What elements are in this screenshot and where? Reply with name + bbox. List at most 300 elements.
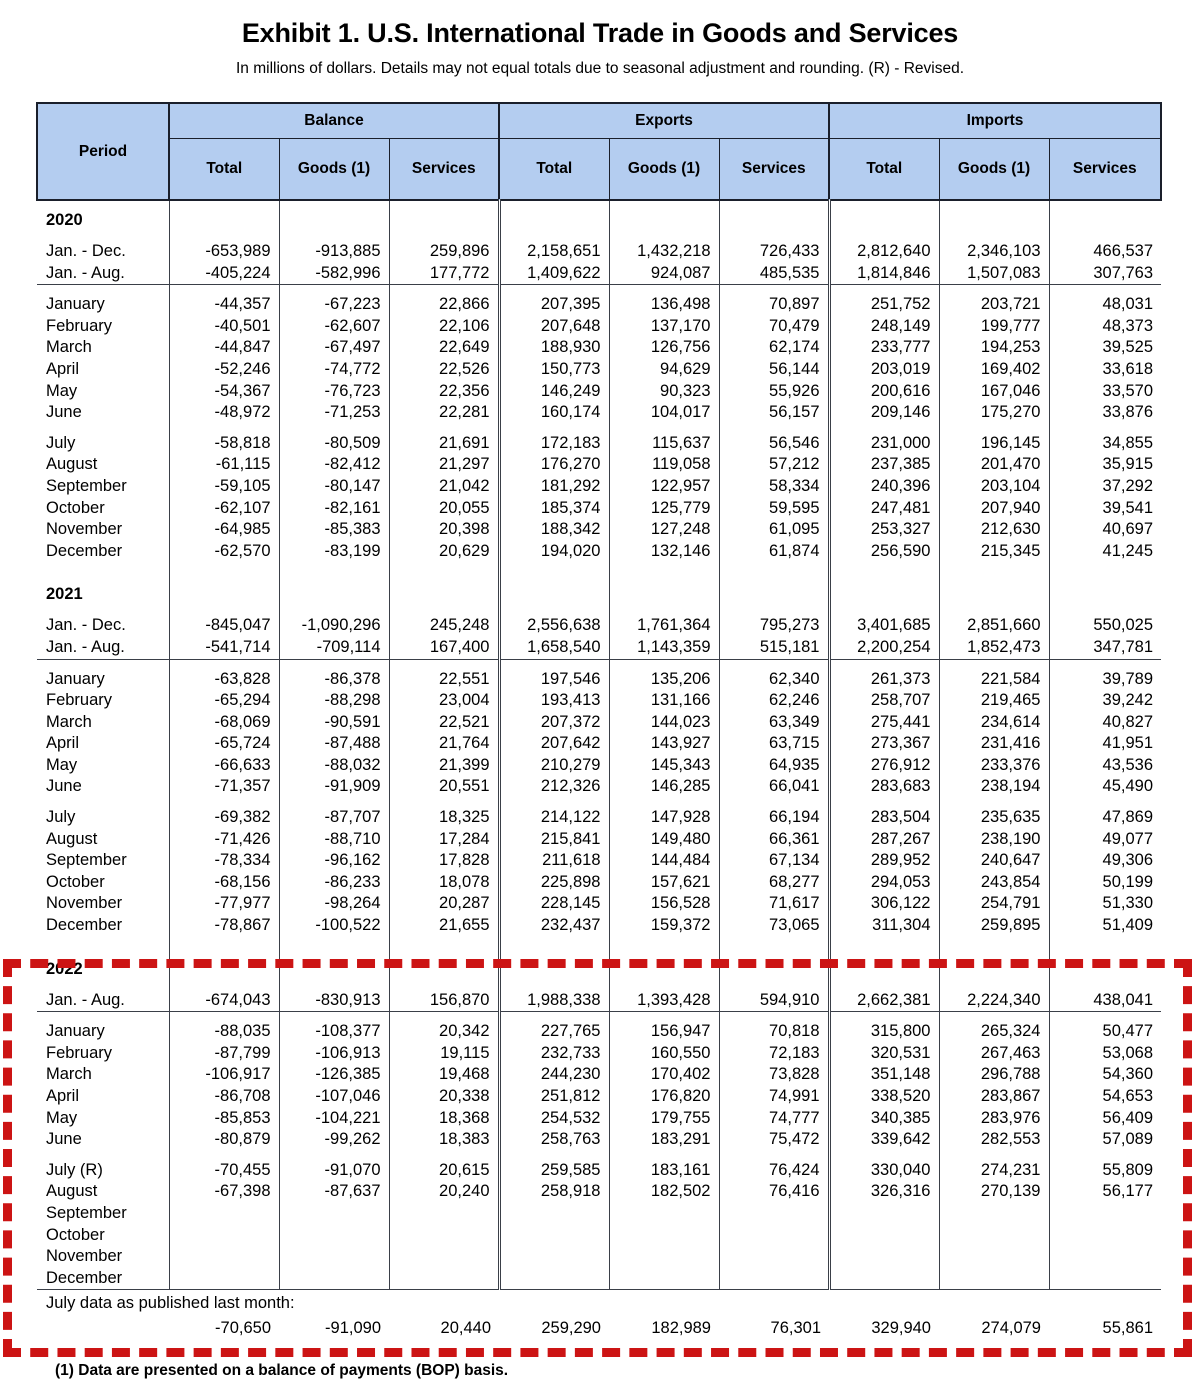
month-row [37, 316, 1161, 338]
spacer-cell [1049, 424, 1161, 433]
row-value-cell: 234,614 [939, 712, 1049, 734]
row-value-cell: 62,340 [719, 669, 829, 691]
row-value-cell: 326,316 [829, 1181, 939, 1203]
year-label: 2020 [37, 200, 169, 241]
row-value-cell: -104,221 [279, 1108, 389, 1130]
page-subtitle: In millions of dollars. Details may not equal totals due to seasonal adjustment and rounding. (R) - Revised. [235, 60, 964, 78]
row-value-cell: 258,763 [499, 1129, 609, 1151]
spacer-cell [829, 424, 939, 433]
row-value-cell: 40,697 [1102, 520, 1154, 539]
table-body [37, 200, 1161, 1340]
row-value-cell: -87,707 [279, 807, 389, 829]
spacer-after-annual [37, 1012, 1161, 1022]
row-period-label: September [37, 1203, 169, 1225]
month-row [37, 1043, 1161, 1065]
row-value-cell [389, 575, 499, 615]
spacer-mid-months [37, 424, 1161, 433]
row-value-cell: -845,047 [169, 615, 279, 637]
spacer-cell [169, 285, 279, 295]
row-value-cell: 156,528 [609, 893, 719, 915]
row-value-cell: 207,940 [939, 498, 1049, 520]
row-value-cell: 55,926 [719, 381, 829, 403]
row-value-cell [279, 200, 389, 241]
row-value-cell: 273,367 [829, 733, 939, 755]
spacer-cell [609, 285, 719, 295]
row-period-label: December [37, 915, 169, 937]
row-period-label: July [37, 433, 169, 455]
row-value-cell: 594,910 [719, 990, 829, 1012]
row-value-cell: 156,870 [389, 990, 499, 1012]
row-value-cell [1049, 1246, 1161, 1268]
spacer-after-annual [37, 285, 1161, 295]
row-value-cell: 39,541 [1102, 498, 1154, 517]
row-value-cell: 183,291 [609, 1129, 719, 1151]
row-value-cell: 58,334 [719, 476, 829, 498]
row-value-cell: 1,658,540 [499, 637, 609, 659]
row-value-cell: 232,437 [499, 915, 609, 937]
row-value-cell: 68,277 [719, 872, 829, 894]
month-row [37, 433, 1161, 455]
note-values-row [37, 1316, 1161, 1340]
row-value-cell: 2,851,660 [939, 615, 1049, 637]
row-value-cell: -96,162 [279, 850, 389, 872]
row-value-cell: -71,253 [279, 402, 389, 424]
row-value-cell: -68,156 [169, 872, 279, 894]
row-value-cell: 248,149 [829, 316, 939, 338]
row-period-label: October [37, 872, 169, 894]
month-row [37, 850, 1161, 872]
month-row [37, 454, 1161, 476]
row-value-cell [939, 950, 1049, 990]
row-value-cell [389, 1268, 499, 1290]
row-value-cell: 131,166 [609, 690, 719, 712]
row-value-cell: 90,323 [609, 381, 719, 403]
row-value-cell: 119,058 [609, 454, 719, 476]
row-value-cell: 2,812,640 [829, 241, 939, 263]
row-value-cell: 20,055 [389, 498, 499, 520]
row-value-cell: 203,019 [829, 359, 939, 381]
row-value-cell [829, 575, 939, 615]
row-value-cell: -86,378 [279, 669, 389, 691]
row-value-cell: -87,637 [279, 1181, 389, 1203]
header-exports-total: Total [499, 139, 609, 201]
row-value-cell [1049, 1203, 1161, 1225]
spacer-cell [719, 562, 829, 575]
year-label: 2022 [37, 950, 169, 990]
row-value-cell: 41,951 [1102, 734, 1154, 753]
row-value-cell [1049, 1268, 1161, 1290]
row-value-cell: 176,820 [609, 1086, 719, 1108]
row-value-cell: 63,349 [719, 712, 829, 734]
row-value-cell [169, 950, 279, 990]
row-value-cell: 212,630 [939, 519, 1049, 541]
row-value-cell: 21,297 [389, 454, 499, 476]
row-value-cell: 22,106 [389, 316, 499, 338]
row-value-cell: 33,876 [1102, 403, 1154, 422]
spacer-cell [499, 1151, 609, 1160]
month-row [37, 519, 1161, 541]
spacer-cell [609, 562, 719, 575]
trade-data-table [36, 102, 1162, 1340]
row-value-cell [499, 200, 609, 241]
row-value-cell: 57,089 [1102, 1130, 1154, 1149]
row-value-cell: -78,867 [169, 915, 279, 937]
row-period-label: November [37, 893, 169, 915]
row-value-cell: -99,262 [279, 1129, 389, 1151]
row-value-cell: 267,463 [939, 1043, 1049, 1065]
row-value-cell: -80,879 [169, 1129, 279, 1151]
row-value-cell: -106,913 [279, 1043, 389, 1065]
row-value-cell: 170,402 [609, 1064, 719, 1086]
row-value-cell: 74,777 [719, 1108, 829, 1130]
row-value-cell [389, 200, 499, 241]
note-value-cell: -70,650 [215, 1319, 271, 1338]
header-group-exports: Exports [499, 103, 829, 139]
row-value-cell: 48,031 [1102, 295, 1154, 314]
row-value-cell: 210,279 [499, 755, 609, 777]
row-value-cell: 237,385 [829, 454, 939, 476]
row-value-cell: 194,253 [939, 337, 1049, 359]
row-value-cell: 61,874 [719, 541, 829, 563]
row-period-label: August [37, 454, 169, 476]
row-value-cell: 276,912 [829, 755, 939, 777]
row-period-label: March [37, 337, 169, 359]
note-label-filler [1049, 1290, 1161, 1317]
row-value-cell: 18,325 [389, 807, 499, 829]
row-value-cell: -126,385 [279, 1064, 389, 1086]
header-balance-goods: Goods (1) [279, 139, 389, 201]
row-value-cell: 227,765 [499, 1021, 609, 1043]
row-value-cell [499, 1268, 609, 1290]
month-row [37, 498, 1161, 520]
row-value-cell: 282,553 [939, 1129, 1049, 1151]
row-value-cell: -91,070 [279, 1160, 389, 1182]
row-period-label: June [37, 402, 169, 424]
row-value-cell: 2,158,651 [499, 241, 609, 263]
row-period-label: Jan. - Aug. [37, 263, 169, 285]
row-value-cell [279, 1268, 389, 1290]
row-value-cell: 18,383 [389, 1129, 499, 1151]
row-value-cell: -54,367 [169, 381, 279, 403]
row-value-cell [1049, 575, 1161, 615]
row-value-cell: 1,761,364 [609, 615, 719, 637]
row-value-cell [829, 1203, 939, 1225]
row-period-label: April [37, 733, 169, 755]
row-value-cell: 2,346,103 [939, 241, 1049, 263]
row-period-label: March [37, 712, 169, 734]
spacer-cell [499, 659, 609, 669]
row-value-cell: 258,707 [829, 690, 939, 712]
row-value-cell: 17,828 [389, 850, 499, 872]
row-value-cell: -405,224 [169, 263, 279, 285]
row-value-cell: 20,342 [389, 1021, 499, 1043]
row-value-cell: 197,546 [499, 669, 609, 691]
month-row [37, 690, 1161, 712]
row-value-cell: 240,396 [829, 476, 939, 498]
row-value-cell: 137,170 [609, 316, 719, 338]
row-value-cell: 19,115 [389, 1043, 499, 1065]
row-value-cell: 104,017 [609, 402, 719, 424]
row-value-cell: 18,368 [389, 1108, 499, 1130]
row-value-cell: 20,338 [389, 1086, 499, 1108]
note-values-period [37, 1316, 169, 1340]
row-value-cell: 265,324 [939, 1021, 1049, 1043]
row-value-cell [939, 1246, 1049, 1268]
spacer-cell [389, 1151, 499, 1160]
month-row [37, 1268, 1161, 1290]
month-row [37, 1160, 1161, 1182]
row-value-cell: 194,020 [499, 541, 609, 563]
month-row [37, 712, 1161, 734]
row-period-label: April [37, 1086, 169, 1108]
row-value-cell [939, 1268, 1049, 1290]
row-value-cell [609, 1268, 719, 1290]
row-period-label: August [37, 1181, 169, 1203]
note-label-filler [719, 1290, 829, 1317]
row-value-cell: 75,472 [719, 1129, 829, 1151]
row-value-cell [389, 950, 499, 990]
row-value-cell: 2,556,638 [499, 615, 609, 637]
row-value-cell: 53,068 [1102, 1043, 1154, 1062]
row-period-label: May [37, 381, 169, 403]
row-value-cell: 73,065 [719, 915, 829, 937]
row-value-cell: 207,648 [499, 316, 609, 338]
note-label-filler [609, 1290, 719, 1317]
spacer-cell [1049, 659, 1161, 669]
row-value-cell: 23,004 [389, 690, 499, 712]
header-group-imports: Imports [829, 103, 1161, 139]
row-value-cell: 3,401,685 [829, 615, 939, 637]
month-row [37, 1086, 1161, 1108]
row-value-cell: 50,477 [1102, 1022, 1154, 1041]
spacer-cell [37, 659, 169, 669]
month-row [37, 733, 1161, 755]
row-value-cell: 126,756 [609, 337, 719, 359]
row-value-cell: 40,827 [1102, 712, 1154, 731]
row-value-cell: -88,298 [279, 690, 389, 712]
spacer-cell [279, 659, 389, 669]
row-period-label: April [37, 359, 169, 381]
row-value-cell: -61,115 [169, 454, 279, 476]
row-value-cell: -67,497 [279, 337, 389, 359]
row-value-cell: 146,285 [609, 776, 719, 798]
month-row [37, 1064, 1161, 1086]
row-value-cell: 47,869 [1102, 808, 1154, 827]
row-value-cell: 33,570 [1102, 381, 1154, 400]
note-value-cell: 329,940 [871, 1319, 931, 1338]
spacer-cell [279, 562, 389, 575]
row-value-cell: 283,504 [829, 807, 939, 829]
spacer-cell [939, 1151, 1049, 1160]
row-value-cell [609, 200, 719, 241]
row-value-cell: 283,976 [939, 1108, 1049, 1130]
spacer-cell [719, 285, 829, 295]
row-value-cell: 64,935 [719, 755, 829, 777]
row-value-cell: -85,853 [169, 1108, 279, 1130]
row-value-cell: -88,035 [169, 1021, 279, 1043]
row-value-cell [169, 1268, 279, 1290]
row-value-cell: 57,212 [719, 454, 829, 476]
row-value-cell [609, 1203, 719, 1225]
spacer-cell [389, 937, 499, 950]
spacer-cell [609, 798, 719, 807]
row-value-cell: -82,412 [279, 454, 389, 476]
row-value-cell: 94,629 [609, 359, 719, 381]
row-value-cell: -63,828 [169, 669, 279, 691]
row-value-cell: 466,537 [1093, 242, 1154, 260]
row-value-cell: -91,909 [279, 776, 389, 798]
row-value-cell: -913,885 [279, 241, 389, 263]
row-value-cell: 251,752 [829, 294, 939, 316]
row-value-cell [169, 200, 279, 241]
spacer-cell [939, 798, 1049, 807]
row-value-cell: 76,424 [719, 1160, 829, 1182]
row-value-cell: 43,536 [1102, 755, 1154, 774]
row-value-cell: 215,841 [499, 829, 609, 851]
row-value-cell: -830,913 [279, 990, 389, 1012]
row-period-label: December [37, 1268, 169, 1290]
table-header [37, 103, 1161, 200]
row-value-cell: -88,710 [279, 829, 389, 851]
row-value-cell [719, 950, 829, 990]
row-value-cell [609, 950, 719, 990]
row-value-cell: 185,374 [499, 498, 609, 520]
row-value-cell: 315,800 [829, 1021, 939, 1043]
row-value-cell: 66,194 [719, 807, 829, 829]
row-value-cell: 182,502 [609, 1181, 719, 1203]
table-footnote: (1) Data are presented on a balance of payments (BOP) basis. [55, 1362, 509, 1379]
row-value-cell: -44,357 [169, 294, 279, 316]
row-value-cell: 63,715 [719, 733, 829, 755]
row-value-cell: 256,590 [829, 541, 939, 563]
row-value-cell: -68,069 [169, 712, 279, 734]
spacer-mid-months [37, 1151, 1161, 1160]
row-value-cell: 261,373 [829, 669, 939, 691]
row-value-cell: 41,245 [1102, 541, 1154, 560]
note-label-filler [939, 1290, 1049, 1317]
row-value-cell: 51,409 [1102, 916, 1154, 935]
row-period-label: May [37, 1108, 169, 1130]
row-value-cell: -40,501 [169, 316, 279, 338]
row-value-cell [499, 1225, 609, 1247]
row-value-cell: 160,550 [609, 1043, 719, 1065]
row-value-cell [719, 1268, 829, 1290]
row-value-cell: 306,122 [829, 893, 939, 915]
spacer-cell [719, 798, 829, 807]
row-value-cell: 240,647 [939, 850, 1049, 872]
row-value-cell: -86,233 [279, 872, 389, 894]
row-value-cell: 311,304 [829, 915, 939, 937]
spacer-cell [939, 424, 1049, 433]
row-value-cell: 20,398 [389, 519, 499, 541]
row-period-label: January [37, 669, 169, 691]
row-value-cell: 238,190 [939, 829, 1049, 851]
row-value-cell: -106,917 [169, 1064, 279, 1086]
row-value-cell: 21,691 [389, 433, 499, 455]
spacer-cell [169, 798, 279, 807]
row-period-label: September [37, 476, 169, 498]
row-value-cell: 72,183 [719, 1043, 829, 1065]
row-value-cell: 51,330 [1102, 894, 1154, 913]
row-value-cell [279, 575, 389, 615]
row-value-cell: 59,595 [719, 498, 829, 520]
row-value-cell: 254,532 [499, 1108, 609, 1130]
row-value-cell: 351,148 [829, 1064, 939, 1086]
row-value-cell: -87,799 [169, 1043, 279, 1065]
row-value-cell [499, 1203, 609, 1225]
spacer-between-years [37, 937, 1161, 950]
row-period-label: November [37, 519, 169, 541]
spacer-cell [169, 562, 279, 575]
row-value-cell: 144,484 [609, 850, 719, 872]
row-value-cell [719, 575, 829, 615]
row-value-cell: 243,854 [939, 872, 1049, 894]
spacer-cell [1049, 798, 1161, 807]
row-value-cell [169, 1246, 279, 1268]
row-value-cell: 235,635 [939, 807, 1049, 829]
row-value-cell: -653,989 [169, 241, 279, 263]
row-value-cell: 22,649 [389, 337, 499, 359]
row-value-cell: 259,896 [389, 241, 499, 263]
note-label-row [37, 1290, 1161, 1317]
row-value-cell: 251,812 [499, 1086, 609, 1108]
year-label: 2021 [37, 575, 169, 615]
row-value-cell: 21,042 [389, 476, 499, 498]
row-value-cell [609, 575, 719, 615]
row-value-cell: 200,616 [829, 381, 939, 403]
row-value-cell: 167,400 [389, 637, 499, 659]
row-value-cell: 287,267 [829, 829, 939, 851]
row-value-cell: -107,046 [279, 1086, 389, 1108]
row-value-cell: 340,385 [829, 1108, 939, 1130]
row-value-cell: 61,095 [719, 519, 829, 541]
row-value-cell: 127,248 [609, 519, 719, 541]
row-value-cell: -709,114 [279, 637, 389, 659]
spacer-cell [609, 1151, 719, 1160]
row-value-cell: 149,480 [609, 829, 719, 851]
row-value-cell: 214,122 [499, 807, 609, 829]
row-value-cell: 307,763 [1049, 263, 1161, 285]
row-value-cell: 71,617 [719, 893, 829, 915]
spacer-cell [37, 1012, 169, 1022]
row-value-cell: 219,465 [939, 690, 1049, 712]
row-value-cell: 143,927 [609, 733, 719, 755]
spacer-cell [609, 1012, 719, 1022]
month-row [37, 872, 1161, 894]
header-balance-services: Services [389, 139, 499, 201]
row-value-cell: 37,292 [1102, 476, 1154, 495]
row-value-cell: 146,249 [499, 381, 609, 403]
spacer-cell [389, 285, 499, 295]
row-period-label: Jan. - Aug. [37, 990, 169, 1012]
row-value-cell: 144,023 [609, 712, 719, 734]
row-period-label: August [37, 829, 169, 851]
row-value-cell: 338,520 [829, 1086, 939, 1108]
spacer-cell [279, 1012, 389, 1022]
row-value-cell: -71,426 [169, 829, 279, 851]
row-value-cell: -98,264 [279, 893, 389, 915]
spacer-cell [389, 424, 499, 433]
row-value-cell: -77,977 [169, 893, 279, 915]
row-period-label: July [37, 807, 169, 829]
row-value-cell: 50,199 [1102, 872, 1154, 891]
row-value-cell: 225,898 [499, 872, 609, 894]
row-value-cell: 160,174 [499, 402, 609, 424]
row-value-cell: 196,145 [939, 433, 1049, 455]
row-value-cell: 20,287 [389, 893, 499, 915]
row-value-cell [279, 1246, 389, 1268]
spacer-cell [829, 1012, 939, 1022]
